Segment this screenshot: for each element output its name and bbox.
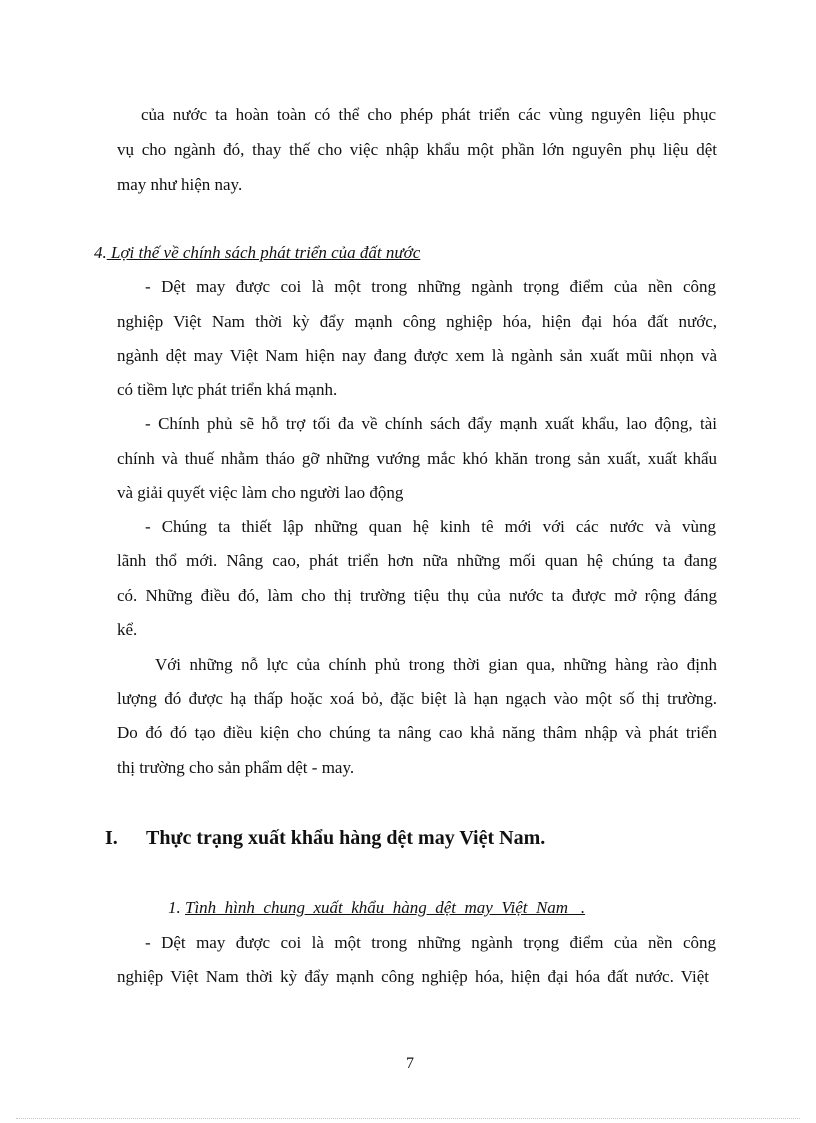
s4-p1-line-4: có tiềm lực phát triển khá mạnh.: [117, 380, 338, 399]
ss1-p1-line-2: nghiệp Việt Nam thời kỳ đẩy mạnh công nghiệp hóa, hiện đại hóa đất nước. Việt: [117, 967, 709, 986]
s4-p1-line-3: ngành dệt may Việt Nam hiện nay đang được xem là ngành sản xuất mũi nhọn và: [117, 346, 717, 365]
section-4-number: 4.: [94, 243, 107, 262]
intro-line-2: vụ cho ngành đó, thay thế cho việc nhập khẩu một phần lớn nguyên phụ liệu dệt: [117, 140, 717, 159]
s4-p3-line-4: kể.: [117, 620, 138, 639]
ss1-p1-line-1: - Dệt may được coi là một trong những ngành trọng điểm của nền công: [145, 933, 716, 952]
page-number: 7: [406, 1055, 414, 1072]
subsection-1-number: 1.: [168, 898, 181, 917]
chapter-number: I.: [105, 827, 118, 849]
s4-p4-line-2: lượng đó được hạ thấp hoặc xoá bỏ, đặc biệt là hạn ngạch vào một số thị trường.: [117, 689, 717, 708]
s4-p3-line-3: có. Những điều đó, làm cho thị trường tiệu thụ của nước ta được mở rộng đáng: [117, 586, 717, 605]
s4-p4-line-3: Do đó đó tạo điều kiện cho chúng ta nâng cao khả năng thâm nhập và phát triển: [117, 723, 717, 742]
s4-p4-line-1: Với những nỗ lực của chính phủ trong thời gian qua, những hàng rào định: [155, 655, 717, 674]
subsection-1-title: Tình hình chung xuất khẩu hàng dệt may Việt Nam .: [185, 898, 586, 917]
s4-p2-line-2: chính và thuế nhằm tháo gỡ những vướng mắc khó khăn trong sản xuất, xuất khẩu: [117, 449, 717, 468]
intro-line-1: của nước ta hoàn toàn có thể cho phép phát triển các vùng nguyên liệu phục: [141, 105, 716, 124]
s4-p1-line-2: nghiệp Việt Nam thời kỳ đẩy mạnh công nghiệp hóa, hiện đại hóa đất nước,: [117, 312, 717, 331]
s4-p2-line-3: và giải quyết việc làm cho người lao động: [117, 483, 404, 502]
s4-p4-line-4: thị trường cho sản phẩm dệt - may.: [117, 758, 355, 777]
bottom-divider: [16, 1118, 800, 1119]
s4-p1-line-1: - Dệt may được coi là một trong những ngành trọng điểm của nền công: [145, 277, 716, 296]
subsection-1-heading: [168, 897, 718, 919]
section-4-title: Lợi thế về chính sách phát triển của đất nước: [106, 243, 421, 262]
section-4-heading: [94, 242, 420, 264]
s4-p3-line-2: lãnh thổ mới. Nâng cao, phát triển hơn nữa những mối quan hệ chúng ta đang: [117, 551, 717, 570]
s4-p2-line-1: - Chính phủ sẽ hỗ trợ tối đa về chính sách đẩy mạnh xuất khẩu, lao động, tài: [145, 414, 717, 433]
chapter-title: Thực trạng xuất khẩu hàng dệt may Việt Nam.: [146, 827, 546, 849]
intro-line-3: may như hiện nay.: [117, 175, 243, 194]
s4-p3-line-1: - Chúng ta thiết lập những quan hệ kinh tê mới với các nước và vùng: [145, 517, 716, 536]
